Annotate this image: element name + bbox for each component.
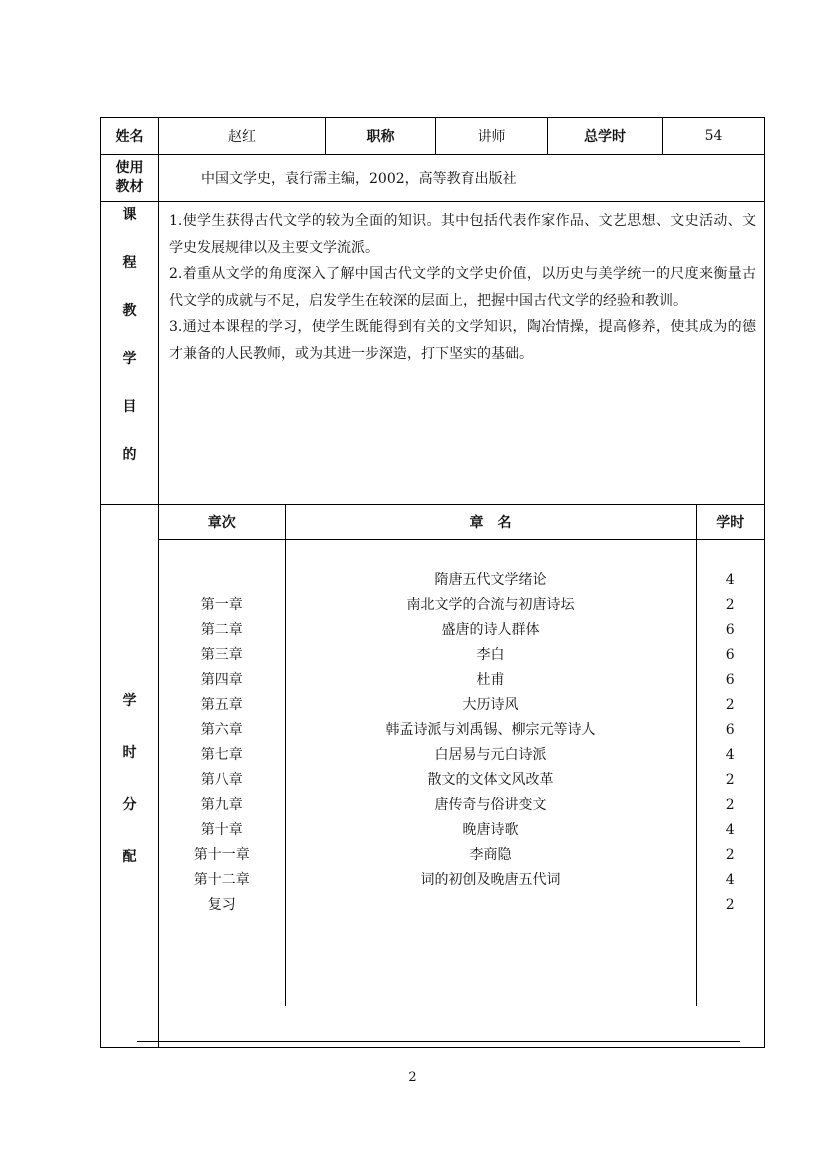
chapter-name: 南北文学的合流与初唐诗坛: [406, 597, 575, 613]
chapter-number: 第九章: [200, 797, 243, 813]
objectives-row: [101, 202, 765, 505]
objectives-label-char: 学: [122, 351, 137, 367]
chapter-hours: 2: [725, 697, 735, 713]
chapter-name: [286, 893, 696, 918]
chapter-name: 盛唐的诗人群体: [441, 622, 540, 638]
total-hours-value: 54: [663, 118, 765, 155]
chapter-hours: 2: [725, 847, 735, 863]
chapter-number: 第六章: [200, 722, 243, 738]
allocation-label-char: 学: [122, 693, 137, 709]
objectives-label-char: 的: [122, 447, 137, 463]
objective-paragraph: 2.着重从文学的角度深入了解中国古代文学的文学史价值，以历史与美学统一的尺度来衡量古代文学的成就与不足，启发学生在较深的层面上，把握中国古代文学的经验和教训。: [169, 266, 756, 309]
chapter-number: 第十章: [200, 822, 243, 838]
chapter-number: 第七章: [200, 747, 243, 763]
chapter-hours: 6: [725, 622, 735, 638]
allocation-row: [101, 505, 765, 1048]
textbook-value: 中国文学史，袁行霈主编，2002，高等教育出版社: [159, 155, 765, 202]
schedule-body-row: [159, 540, 764, 1007]
chapter-name: 李白: [476, 647, 505, 663]
chapter-name: 晚唐诗歌: [462, 822, 519, 838]
chapter-hours: 2: [725, 772, 735, 788]
allocation-label-char: 时: [122, 745, 137, 761]
chapter-number: 第二章: [200, 622, 243, 638]
textbook-row: [101, 155, 765, 202]
hours-column-header: 学时: [696, 505, 764, 540]
chapter-number: 第十一章: [193, 847, 250, 863]
chapter-name: 杜甫: [476, 672, 505, 688]
chapter-hours: 4: [725, 872, 735, 888]
objectives-label-char: 程: [122, 255, 137, 271]
objectives-label: [101, 202, 159, 505]
chapter-number: [159, 568, 285, 593]
footer-rule: [137, 1041, 740, 1042]
chapter-number: 第一章: [200, 597, 243, 613]
chapter-hours: 4: [725, 747, 735, 763]
chapter-number: 第三章: [200, 647, 243, 663]
objective-paragraph: 3.通过本课程的学习，使学生既能得到有关的文学知识，陶冶情操，提高修养，使其成为的德才兼备的人民教师，或为其进一步深造，打下坚实的基础。: [169, 319, 756, 362]
objectives-label-char: 课: [122, 207, 137, 223]
chapter-number: 第十二章: [193, 872, 250, 888]
allocation-label-char: 分: [122, 797, 137, 813]
course-info-table: [100, 117, 765, 1048]
name-value: 赵红: [159, 118, 326, 155]
schedule-cell: [159, 505, 765, 1048]
header-row: [101, 118, 765, 155]
objectives-text: [159, 202, 765, 505]
chapter-number: 复习: [207, 897, 236, 913]
page-number: 2: [408, 1070, 417, 1085]
chapter-hours: 4: [725, 572, 735, 588]
objectives-label-char: 教: [122, 303, 137, 319]
chapter-column: [159, 540, 285, 1007]
chapter-name: 唐传奇与俗讲变文: [434, 797, 547, 813]
chapter-name: 散文的文体文风改革: [427, 772, 554, 788]
chapter-name: 隋唐五代文学绪论: [434, 572, 547, 588]
hours-column: [696, 540, 764, 1007]
chapter-hours: 2: [725, 897, 735, 913]
allocation-label: [101, 505, 159, 1048]
textbook-label-line2: 教材: [115, 179, 144, 195]
chapter-hours: 4: [725, 822, 735, 838]
chapter-name: 大历诗风: [462, 697, 519, 713]
chapter-hours: 6: [725, 722, 735, 738]
chapter-hours: 2: [725, 597, 735, 613]
schedule-table: [159, 505, 764, 1006]
allocation-label-char: 配: [122, 849, 137, 865]
schedule-header-row: [159, 505, 764, 540]
objectives-label-char: 目: [122, 399, 137, 415]
chapter-name: 韩孟诗派与刘禹锡、柳宗元等诗人: [385, 722, 596, 738]
chapter-hours: 6: [725, 672, 735, 688]
chapter-name: 李商隐: [469, 847, 512, 863]
chapter-hours: 6: [725, 647, 735, 663]
chapter-number: 第八章: [200, 772, 243, 788]
textbook-label-line1: 使用: [115, 160, 144, 176]
chapter-name-column: [285, 540, 696, 1007]
textbook-label: [101, 155, 159, 202]
chapter-hours: 2: [725, 797, 735, 813]
total-hours-label: 总学时: [548, 118, 663, 155]
chapter-name: 词的初创及晚唐五代词: [420, 872, 561, 888]
chapter-name: 白居易与元白诗派: [434, 747, 547, 763]
title-value: 讲师: [436, 118, 548, 155]
objective-paragraph: 1.使学生获得古代文学的较为全面的知识。其中包括代表作家作品、文艺思想、文史活动、文学史发展规律以及主要文学流派。: [169, 213, 756, 256]
chapter-column-header: 章次: [159, 505, 285, 540]
chapter-number: 第五章: [200, 697, 243, 713]
chapter-name-column-header: 章 名: [285, 505, 696, 540]
title-label: 职称: [326, 118, 436, 155]
chapter-number: 第四章: [200, 672, 243, 688]
name-label: 姓名: [101, 118, 159, 155]
